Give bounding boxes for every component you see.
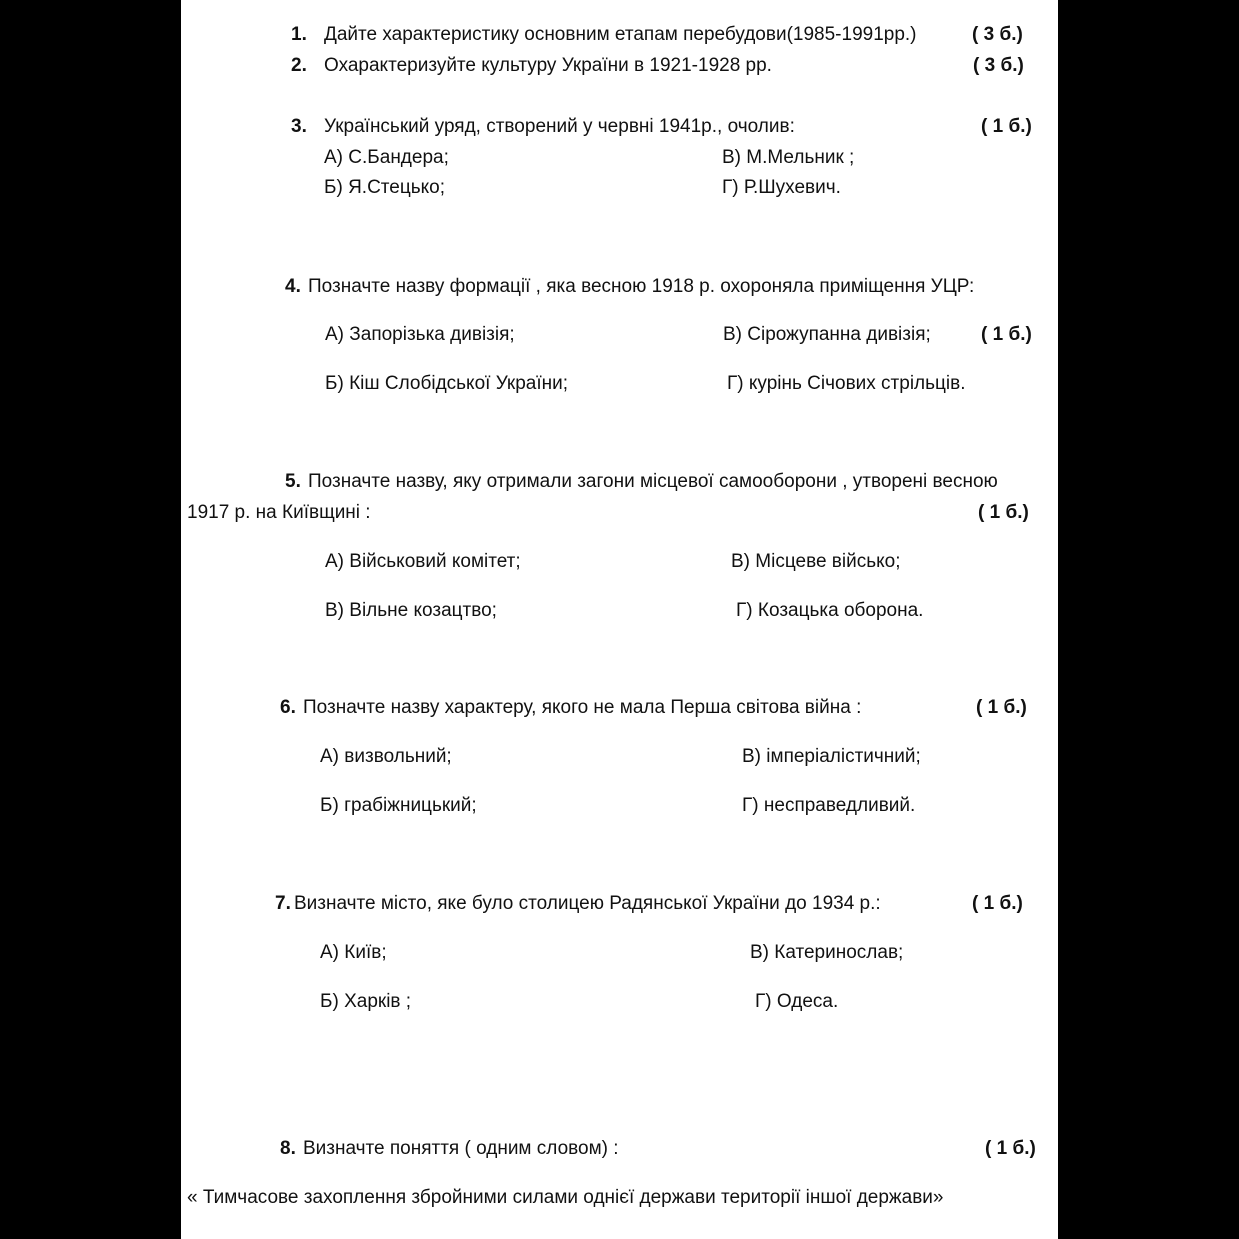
q8-points: ( 1 б.) [985, 1138, 1036, 1159]
q6-points: ( 1 б.) [976, 697, 1027, 718]
q4-option-a: А) Запорізька дивізія; [325, 324, 515, 345]
q5-option-v1: В) Місцеве військо; [731, 551, 901, 572]
q4-text: Позначте назву формації , яка весною 1918 р. охороняла приміщення УЦР: [308, 276, 975, 297]
q8-definition-quote: « Тимчасове захоплення збройними силами однієї держави території іншої держави» [187, 1187, 944, 1208]
q4-option-g: Г) курінь Січових стрільців. [727, 373, 966, 394]
q7-option-b: Б) Харків ; [320, 991, 412, 1012]
q3-option-a: А) С.Бандера; [324, 147, 449, 168]
q6-text: Позначте назву характеру, якого не мала Перша світова війна : [303, 697, 862, 718]
q3-text: Український уряд, створений у червні 1941р., очолив: [324, 116, 795, 137]
q2-number: 2. [291, 55, 307, 76]
q1-number: 1. [291, 24, 307, 45]
q5-option-a: А) Військовий комітет; [325, 551, 521, 572]
q2-points: ( 3 б.) [973, 55, 1024, 76]
q7-option-v: В) Катеринослав; [750, 942, 904, 963]
q4-option-v: В) Сірожупанна дивізія; [723, 324, 931, 345]
q6-option-b: Б) грабіжницький; [320, 795, 477, 816]
q7-option-a: А) Київ; [320, 942, 387, 963]
q7-number: 7. [275, 893, 291, 914]
q7-points: ( 1 б.) [972, 893, 1023, 914]
q5-text-line2: 1917 р. на Київщині : [187, 502, 371, 523]
q8-text: Визначте поняття ( одним словом) : [303, 1138, 619, 1159]
q1-text: Дайте характеристику основним етапам перебудови(1985-1991рр.) [324, 24, 917, 45]
exam-page [181, 0, 1058, 1239]
q6-option-v: В) імперіалістичний; [742, 746, 921, 767]
q4-number: 4. [285, 276, 301, 297]
q8-number: 8. [280, 1138, 296, 1159]
q6-option-a: А) визвольний; [320, 746, 452, 767]
q3-points: ( 1 б.) [981, 116, 1032, 137]
q7-text: Визначте місто, яке було столицею Радянської України до 1934 р.: [294, 893, 881, 914]
q4-points: ( 1 б.) [981, 324, 1032, 345]
q7-option-g: Г) Одеса. [755, 991, 839, 1012]
q5-option-g: Г) Козацька оборона. [736, 600, 924, 621]
q3-option-b: Б) Я.Стецько; [324, 177, 446, 198]
q5-text: Позначте назву, яку отримали загони місцевої самооборони , утворені весною [308, 471, 998, 492]
q3-option-g: Г) Р.Шухевич. [722, 177, 841, 198]
q1-points: ( 3 б.) [972, 24, 1023, 45]
q4-option-b: Б) Кіш Слобідської України; [325, 373, 569, 394]
q5-number: 5. [285, 471, 301, 492]
q3-option-v: В) М.Мельник ; [722, 147, 855, 168]
q2-text: Охарактеризуйте культуру України в 1921-1928 рр. [324, 55, 772, 76]
q3-number: 3. [291, 116, 307, 137]
q5-points: ( 1 б.) [978, 502, 1029, 523]
q5-option-v2: В) Вільне козацтво; [325, 600, 497, 621]
q6-option-g: Г) несправедливий. [742, 795, 916, 816]
q6-number: 6. [280, 697, 296, 718]
